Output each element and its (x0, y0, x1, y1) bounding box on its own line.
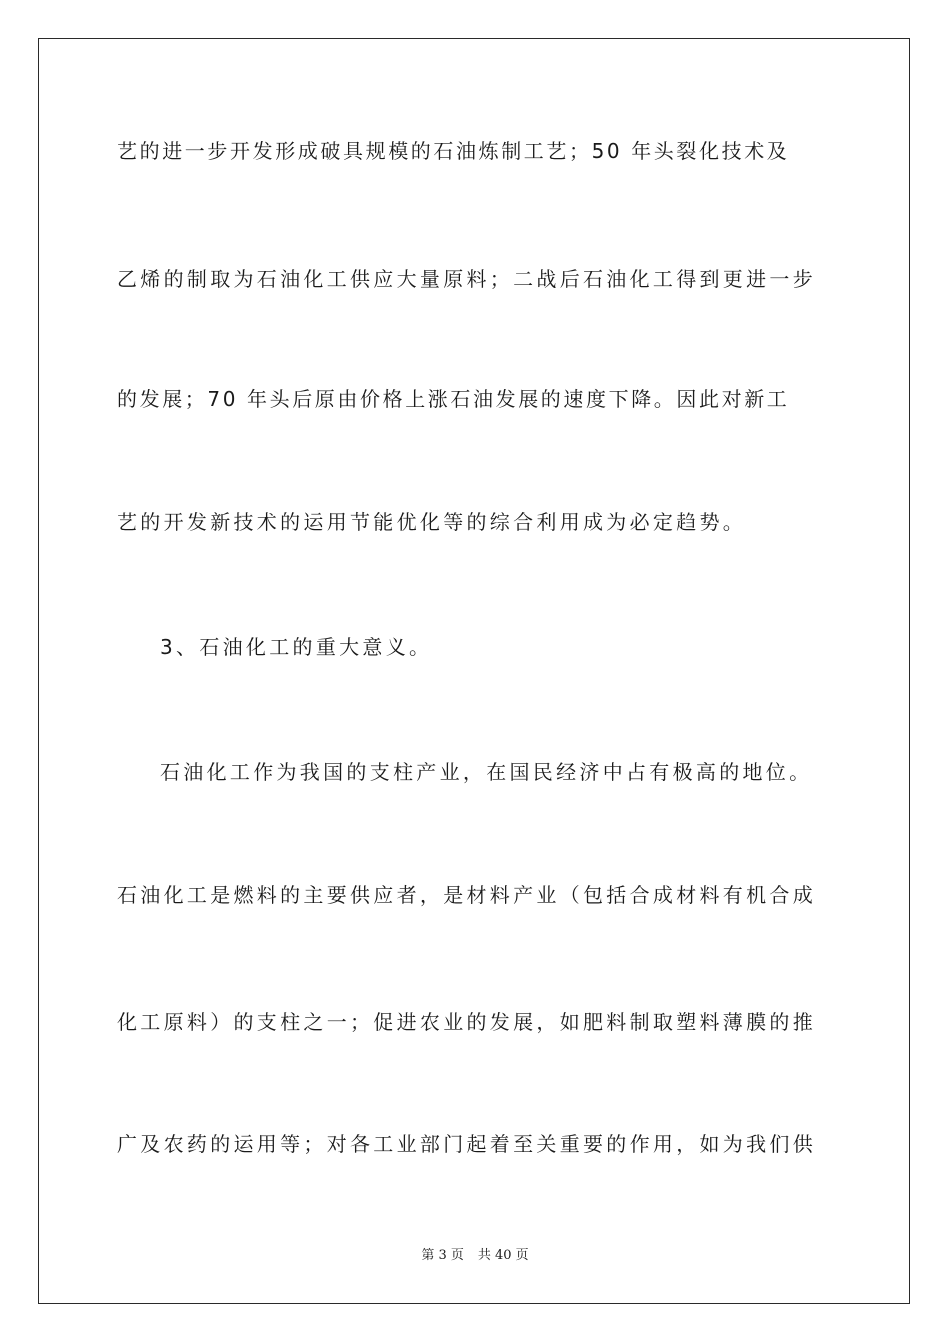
paragraph-line: 乙烯的制取为石油化工供应大量原料；二战后石油化工得到更进一步 (117, 267, 816, 291)
body-line: 广及农药的运用等；对各工业部门起着至关重要的作用，如为我们供 (117, 1132, 816, 1156)
page-footer (0, 1247, 950, 1265)
body-line: 石油化工是燃料的主要供应者，是材料产业（包括合成材料有机合成 (117, 883, 816, 907)
page-border (38, 38, 910, 1304)
paragraph-line: 艺的进一步开发形成破具规模的石油炼制工艺；50 年头裂化技术及 (117, 139, 790, 163)
body-line: 化工原料）的支柱之一；促进农业的发展，如肥料制取塑料薄膜的推 (117, 1010, 816, 1034)
paragraph-line: 的发展；70 年头后原由价格上涨石油发展的速度下降。因此对新工 (117, 387, 790, 411)
page-total: 共 40 页 (477, 1248, 529, 1263)
page-number: 第 3 页 (421, 1248, 464, 1263)
section-heading: 3、石油化工的重大意义。 (160, 635, 433, 659)
paragraph-line: 艺的开发新技术的运用节能优化等的综合利用成为必定趋势。 (117, 510, 747, 534)
body-line: 石油化工作为我国的支柱产业，在国民经济中占有极高的地位。 (160, 760, 813, 784)
